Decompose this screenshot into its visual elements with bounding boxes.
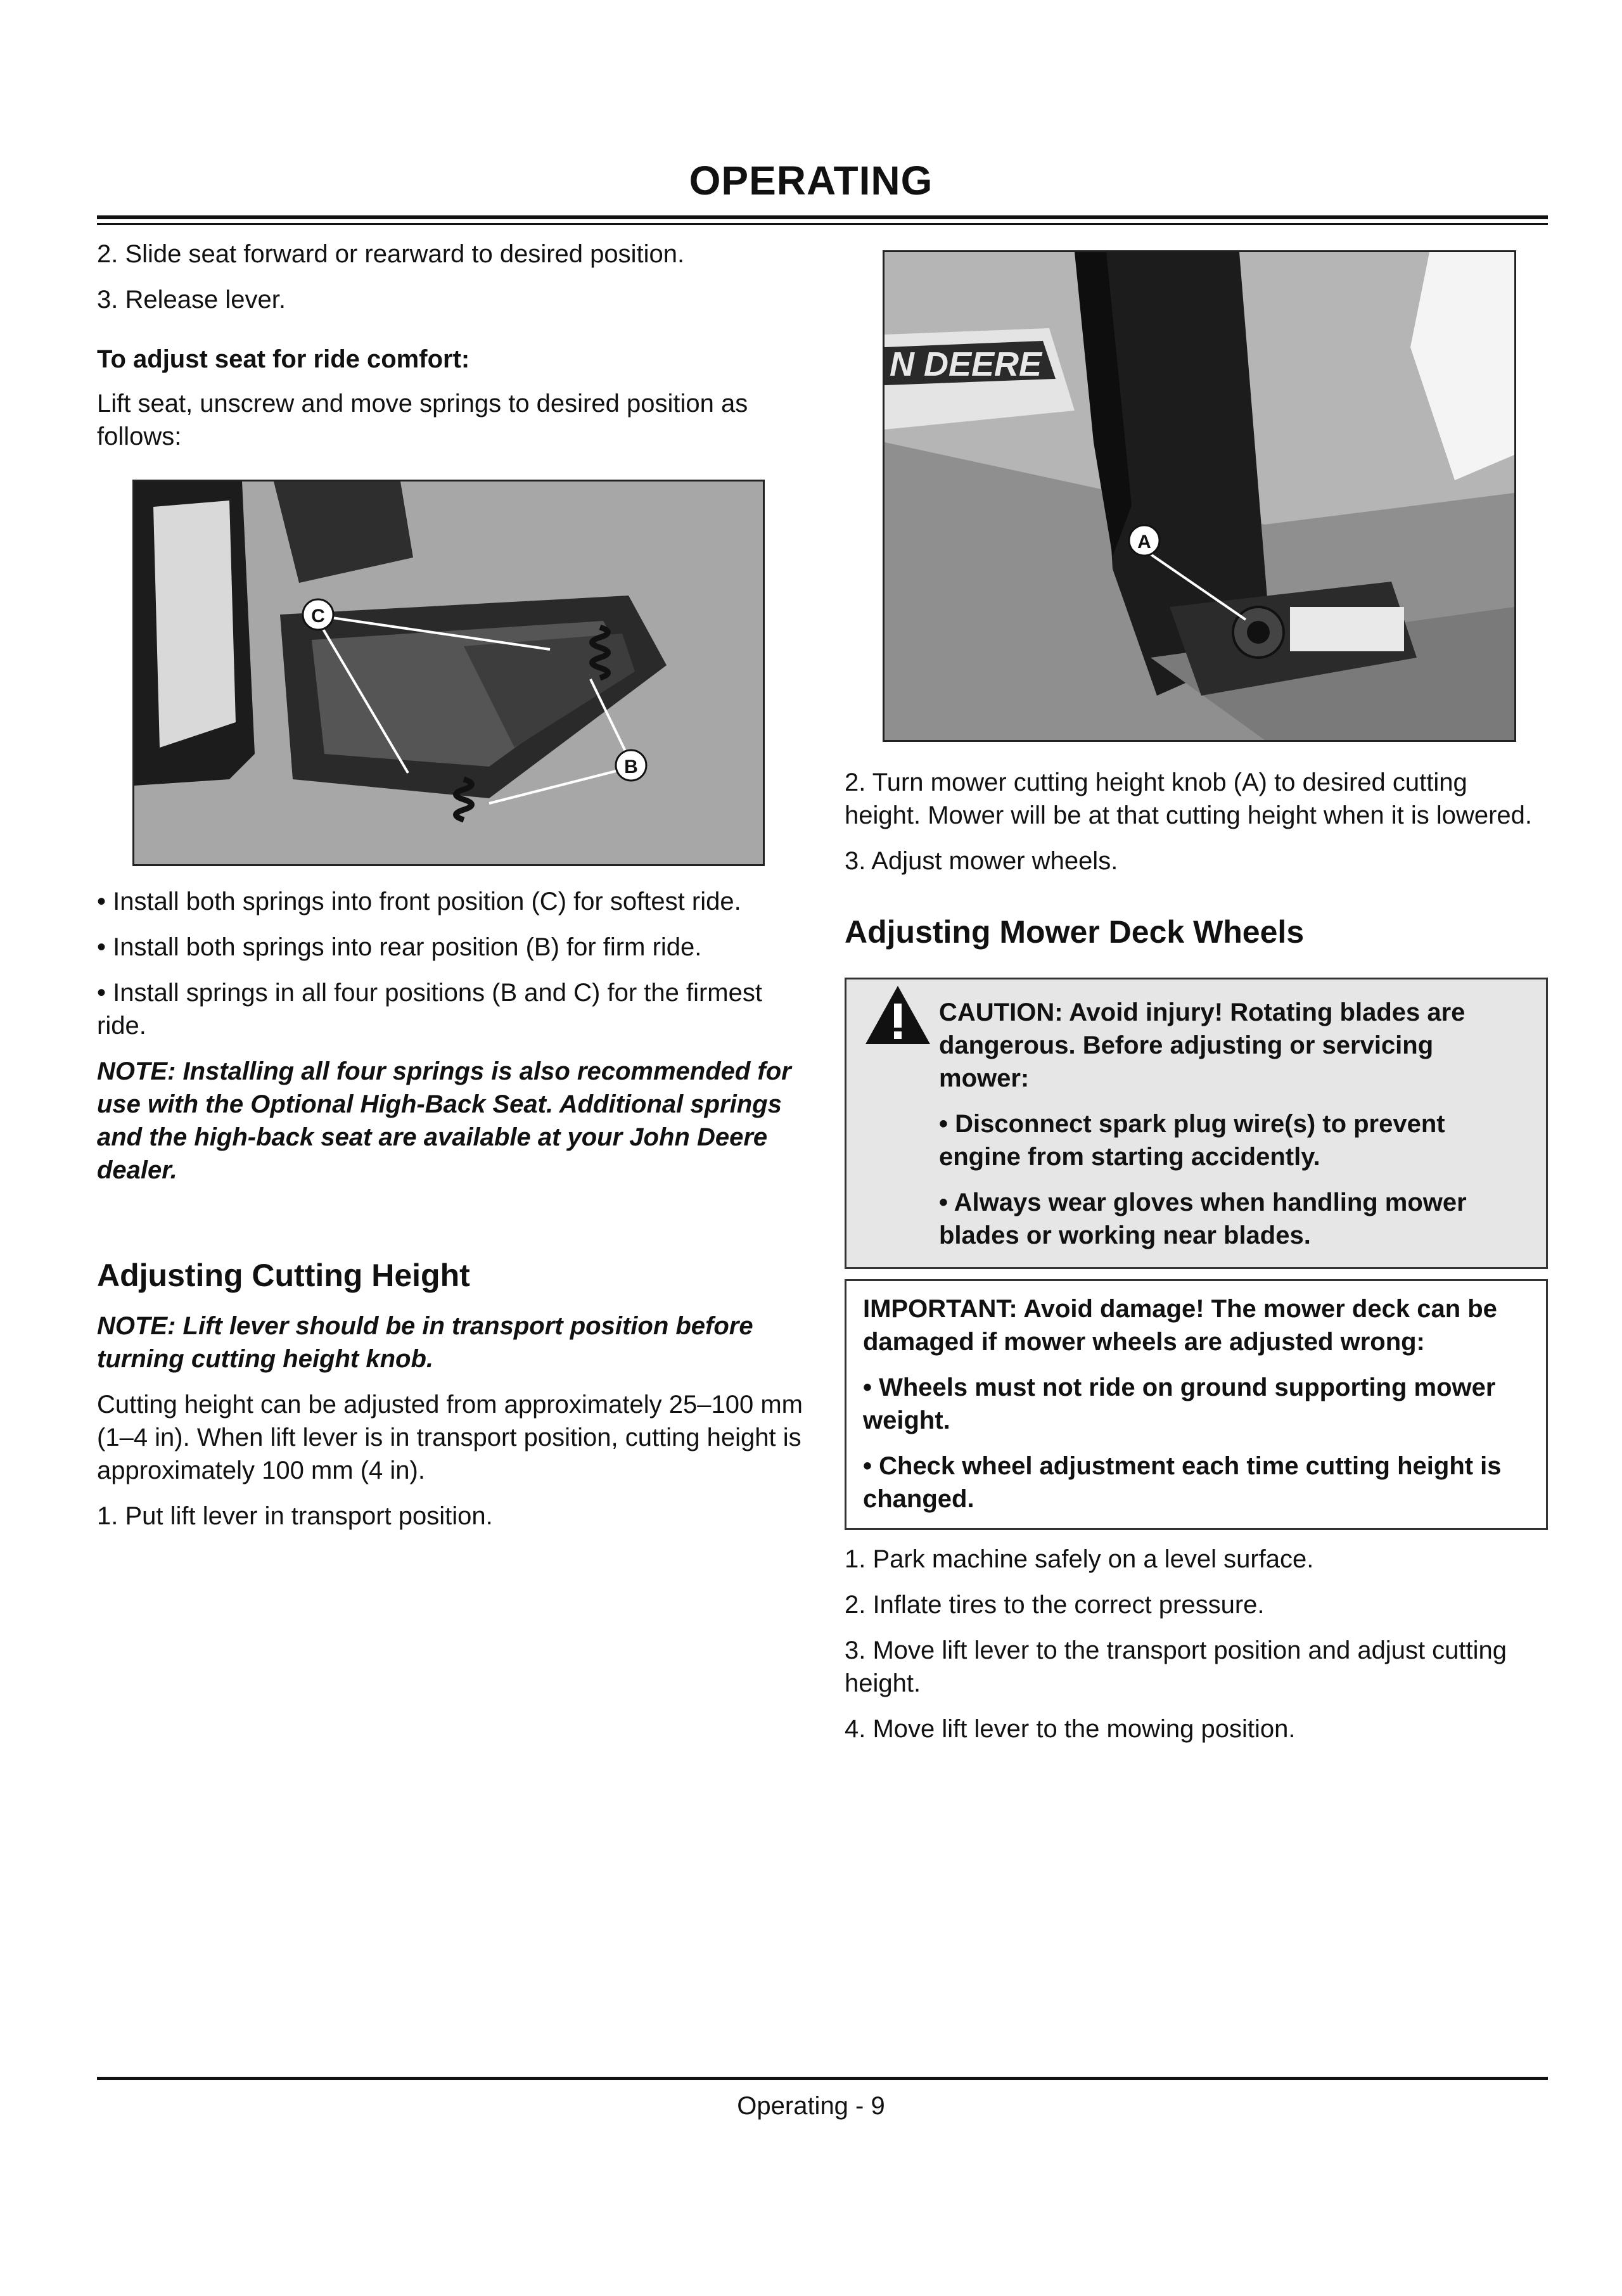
deck-wheels-heading: Adjusting Mower Deck Wheels [845, 914, 1305, 950]
step-release-lever: 3. Release lever. [97, 286, 286, 314]
footer-rule [97, 2077, 1548, 2080]
important-bullet-check: • Check wheel adjustment each time cutting height is changed. [863, 1452, 1502, 1513]
step-move-transport: 3. Move lift lever to the transport position and adjust cutting height. [845, 1636, 1507, 1697]
caution-intro: CAUTION: Avoid injury! Rotating blades are dangerous. Before adjusting or servicing mower: [939, 998, 1466, 1092]
bullet-rear-position: • Install both springs into rear position (B) for firm ride. [97, 933, 702, 961]
callout-c-label: C [311, 606, 325, 627]
step-inflate-tires: 2. Inflate tires to the correct pressure. [845, 1591, 1265, 1619]
page-title: OPERATING [689, 158, 933, 203]
important-box [845, 1279, 1548, 1530]
step-move-mowing: 4. Move lift lever to the mowing position. [845, 1715, 1296, 1743]
page-footer: Operating - 9 [737, 2092, 885, 2120]
cutting-knob-illustration [884, 252, 1514, 740]
warning-triangle-icon [863, 983, 933, 1047]
note-lift-lever: NOTE: Lift lever should be in transport position before turning cutting height knob. [97, 1312, 753, 1373]
important-intro: IMPORTANT: Avoid damage! The mower deck can be damaged if mower wheels are adjusted wrong: [863, 1295, 1497, 1356]
step-put-lift-lever: 1. Put lift lever in transport position. [97, 1502, 493, 1530]
caution-box [845, 978, 1548, 1269]
cutting-height-body: Cutting height can be adjusted from approximately 25–100 mm (1–4 in). When lift lever is in transport position, cutting height is approximately 100 mm (4 in). [97, 1391, 803, 1484]
seat-springs-illustration [134, 482, 763, 864]
seat-springs-photo [132, 480, 765, 866]
caution-bullet-gloves: • Always wear gloves when handling mower blades or working near blades. [939, 1189, 1467, 1249]
step-park-machine: 1. Park machine safely on a level surface. [845, 1545, 1314, 1573]
callout-b-label: B [624, 756, 638, 777]
ride-comfort-intro: Lift seat, unscrew and move springs to desired position as follows: [97, 390, 748, 450]
bullet-all-positions: • Install springs in all four positions (B and C) for the firmest ride. [97, 979, 762, 1040]
note-springs: NOTE: Installing all four springs is also recommended for use with the Optional High-Back Seat. Additional springs and the high-back seat are available at your John Deere dealer. [97, 1057, 791, 1184]
header-rule-thin [97, 223, 1548, 225]
callout-a-label: A [1137, 532, 1151, 552]
step-adjust-wheels: 3. Adjust mower wheels. [845, 847, 1118, 875]
header-rule [97, 215, 1548, 219]
ride-comfort-heading: To adjust seat for ride comfort: [97, 345, 470, 373]
cutting-knob-photo [883, 250, 1516, 742]
bullet-front-position: • Install both springs into front position (C) for softest ride. [97, 888, 741, 915]
important-bullet-weight: • Wheels must not ride on ground supporting mower weight. [863, 1374, 1496, 1434]
deere-brand-text: N DEERE [890, 345, 1042, 383]
left-column [97, 238, 807, 1533]
caution-bullet-spark-plug: • Disconnect spark plug wire(s) to prevent engine from starting accidently. [939, 1110, 1445, 1171]
right-column [845, 250, 1548, 1745]
cutting-height-heading: Adjusting Cutting Height [97, 1258, 470, 1293]
step-turn-knob: 2. Turn mower cutting height knob (A) to desired cutting height. Mower will be at that cutting height when it is lowered. [845, 769, 1533, 829]
step-slide-seat: 2. Slide seat forward or rearward to desired position. [97, 240, 685, 268]
